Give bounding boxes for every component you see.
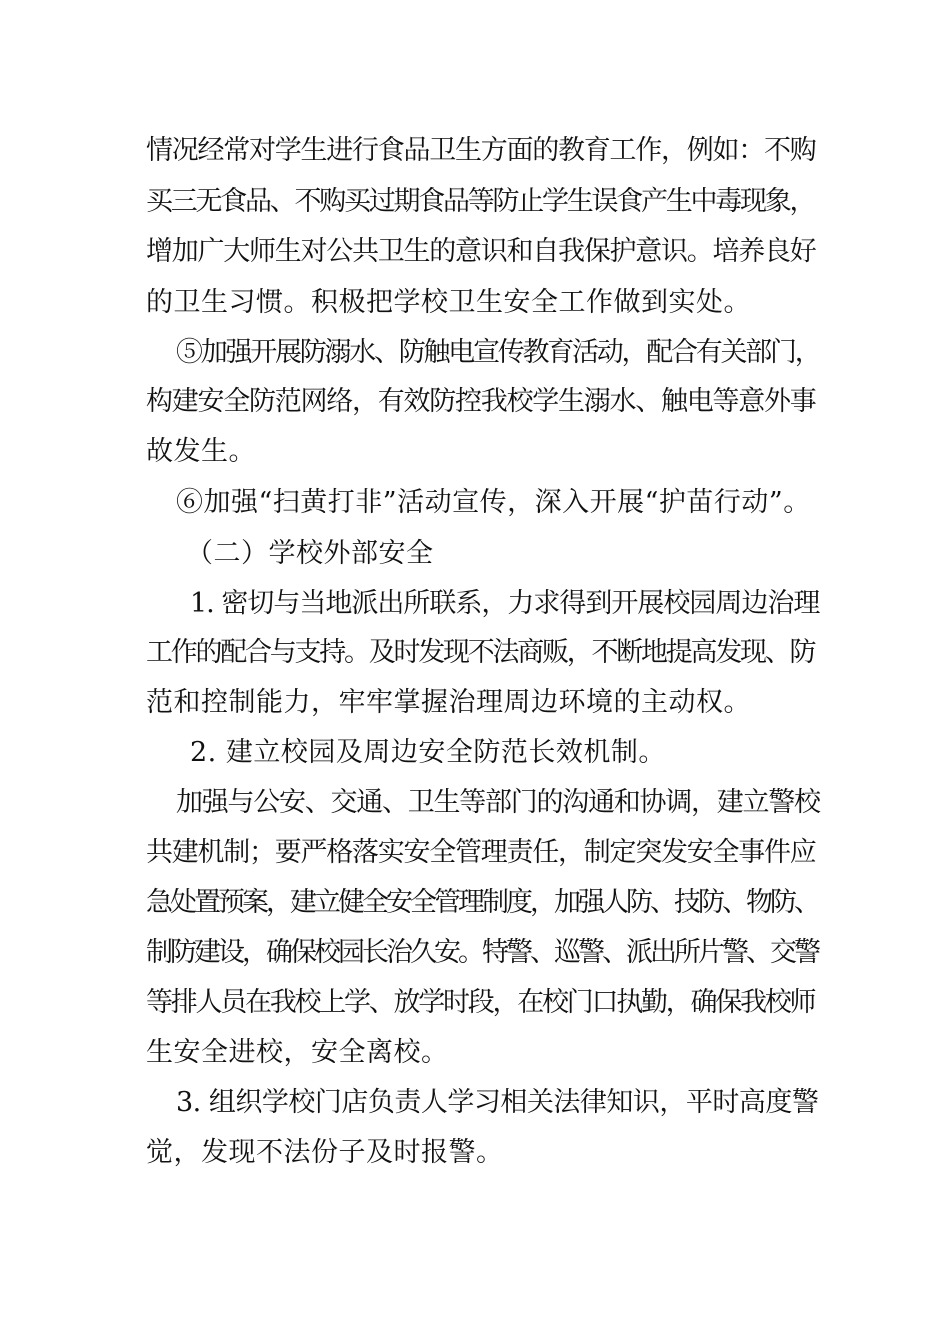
- body-line: 的卫生习惯。积极把学校卫生安全工作做到实处。: [146, 287, 751, 318]
- body-line: 等排人员在我校上学、放学时段，在校门口执勤，确保我校师: [146, 987, 815, 1018]
- body-line: 买三无食品、不购买过期食品等防止学生误食产生中毒现象，: [146, 186, 815, 217]
- body-line: 共建机制；要严格落实安全管理责任，制定突发安全事件应: [146, 837, 816, 868]
- list-item-6: ⑥加强“扫黄打非”活动宣传，深入开展“护苗行动”。: [176, 487, 811, 518]
- body-line: 工作的配合与支持。及时发现不法商贩，不断地提高发现、防: [146, 637, 815, 668]
- body-line: 觉，发现不法份子及时报警。: [146, 1137, 504, 1168]
- section-heading: （二）学校外部安全: [186, 538, 434, 569]
- body-line: 加强与公安、交通、卫生等部门的沟通和协调，建立警校: [176, 787, 820, 818]
- numbered-item-1: 1. 密切与当地派出所联系，力求得到开展校园周边治理: [190, 588, 820, 619]
- body-line: 构建安全防范网络，有效防控我校学生溺水、触电等意外事: [146, 386, 816, 417]
- body-line: 增加广大师生对公共卫生的意识和自我保护意识。培养良好: [146, 236, 816, 267]
- body-line: 范和控制能力，牢牢掌握治理周边环境的主动权。: [146, 687, 751, 718]
- body-line: 生安全进校，安全离校。: [146, 1037, 449, 1068]
- body-line: 制防建设，确保校园长治久安。特警、巡警、派出所片警、交警: [146, 937, 818, 968]
- body-line: 故发生。: [146, 436, 256, 467]
- list-item-5: ⑤加强开展防溺水、防触电宣传教育活动，配合有关部门，: [176, 337, 820, 368]
- numbered-item-3: 3. 组织学校门店负责人学习相关法律知识，平时高度警: [176, 1087, 819, 1118]
- body-line: 情况经常对学生进行食品卫生方面的教育工作，例如：不购: [146, 135, 816, 166]
- body-line: 急处置预案，建立健全安全管理制度，加强人防、技防、物防、: [146, 887, 818, 918]
- numbered-item-2: 2. 建立校园及周边安全防范长效机制。: [190, 737, 666, 768]
